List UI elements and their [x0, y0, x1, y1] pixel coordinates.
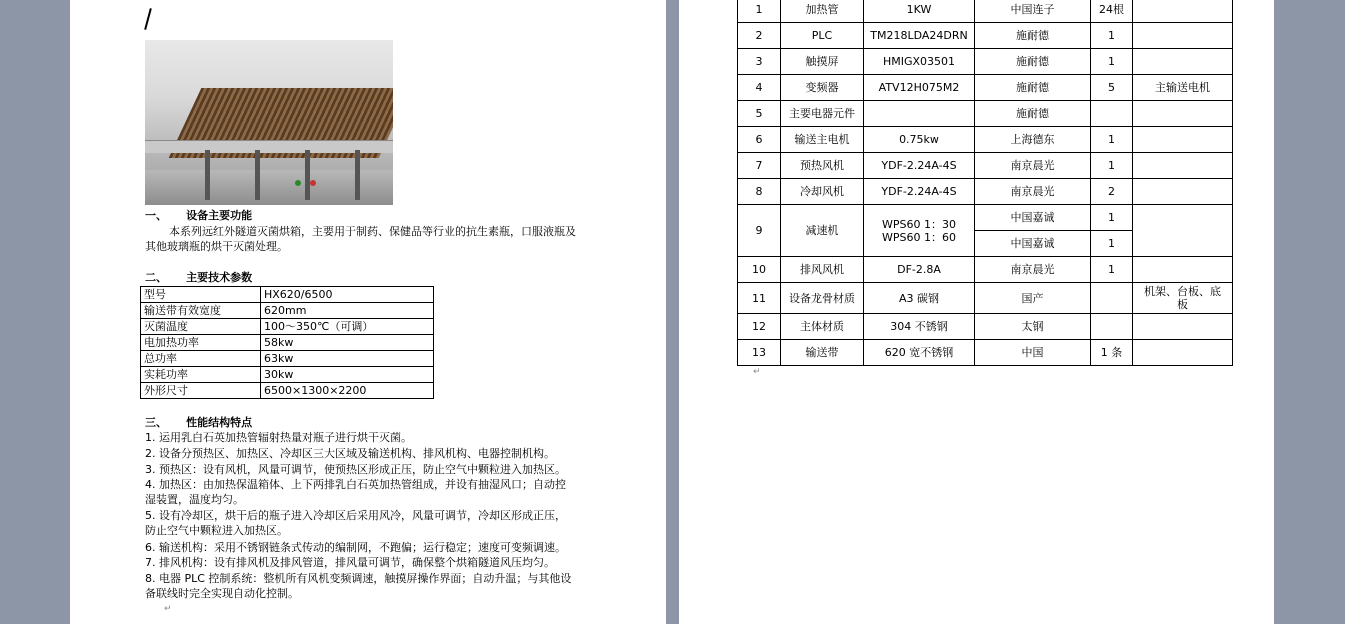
- spec-key: 外形尺寸: [141, 383, 261, 399]
- cell-no: 9: [738, 205, 781, 257]
- cell-no: 3: [738, 49, 781, 75]
- cell-model: YDF-2.24A-4S: [864, 153, 975, 179]
- cell-no: 13: [738, 340, 781, 366]
- spec-value: 30kw: [261, 367, 434, 383]
- cell-model: A3 碳钢: [864, 283, 975, 314]
- cell-no: 2: [738, 23, 781, 49]
- table-row: [738, 75, 1233, 101]
- cell-no: 6: [738, 127, 781, 153]
- cell-model: DF-2.8A: [864, 257, 975, 283]
- table-row: [738, 340, 1233, 366]
- cell-note-line: 板: [1177, 298, 1188, 311]
- section-1-body-line-2: 其他玻璃瓶的烘干灭菌处理。: [145, 240, 288, 253]
- cell-qty: 1: [1091, 49, 1133, 75]
- cell-name: 冷却风机: [781, 179, 864, 205]
- table-row: [141, 335, 434, 351]
- feature-line: 4. 加热区：由加热保温箱体、上下两排乳白石英加热管组成，并设有抽湿风口；自动控: [145, 478, 566, 491]
- table-row: [141, 383, 434, 399]
- cell-name: 主体材质: [781, 314, 864, 340]
- cell-name: 排风风机: [781, 257, 864, 283]
- cell-note: [1133, 101, 1233, 127]
- cell-qty: 1: [1091, 23, 1133, 49]
- paragraph-mark: ↵: [753, 367, 761, 377]
- cell-brand: 南京晨光: [975, 257, 1091, 283]
- feature-line: 7. 排风机构：设有排风机及排风管道，排风量可调节，确保整个烘箱隧道风压均匀。: [145, 556, 555, 569]
- spec-key: 实耗功率: [141, 367, 261, 383]
- table-row: [141, 351, 434, 367]
- table-row: [141, 367, 434, 383]
- cell-brand: 中国嘉诚: [975, 205, 1091, 231]
- cell-qty: 24根: [1091, 0, 1133, 23]
- cell-note: [1133, 153, 1233, 179]
- cell-no: 5: [738, 101, 781, 127]
- cell-model: 620 宽不锈钢: [864, 340, 975, 366]
- cell-model: 0.75kw: [864, 127, 975, 153]
- spec-value: 620mm: [261, 303, 434, 319]
- cell-no: 12: [738, 314, 781, 340]
- cell-qty: 1: [1091, 153, 1133, 179]
- cell-note: [1133, 205, 1233, 257]
- cell-no: 11: [738, 283, 781, 314]
- cell-model: TM218LDA24DRN: [864, 23, 975, 49]
- cell-name: 变频器: [781, 75, 864, 101]
- spec-value: 100～350℃（可调）: [261, 319, 434, 335]
- cell-no: 8: [738, 179, 781, 205]
- cell-no: 4: [738, 75, 781, 101]
- cell-model-line: WPS60 1：60: [882, 230, 956, 244]
- cell-note: [1133, 23, 1233, 49]
- cell-qty: 1: [1091, 127, 1133, 153]
- feature-line: 防止空气中颗粒进入加热区。: [145, 524, 288, 537]
- cell-qty: [1091, 101, 1133, 127]
- section-1-heading: 一、 设备主要功能: [145, 209, 253, 222]
- table-row: [738, 49, 1233, 75]
- spec-key: 型号: [141, 287, 261, 303]
- cell-name: 触摸屏: [781, 49, 864, 75]
- cell-note: [1133, 340, 1233, 366]
- spec-value: 63kw: [261, 351, 434, 367]
- cell-brand: 施耐德: [975, 23, 1091, 49]
- cell-brand: 中国: [975, 340, 1091, 366]
- cell-model: YDF-2.24A-4S: [864, 179, 975, 205]
- cell-qty: [1091, 314, 1133, 340]
- section-1-body-line-1: 本系列远红外隧道灭菌烘箱，主要用于制药、保健品等行业的抗生素瓶，口服液瓶及: [169, 225, 576, 238]
- cell-brand: 中国嘉诚: [975, 231, 1091, 257]
- table-row: [141, 303, 434, 319]
- spec-key: 电加热功率: [141, 335, 261, 351]
- cell-name: 输送带: [781, 340, 864, 366]
- feature-line: 1. 运用乳白石英加热管辐射热量对瓶子进行烘干灭菌。: [145, 431, 412, 444]
- cell-brand: 施耐德: [975, 75, 1091, 101]
- cell-model: 304 不锈钢: [864, 314, 975, 340]
- cell-model-line: WPS60 1：30: [882, 217, 956, 231]
- feature-line: 湿装置，温度均匀。: [145, 493, 244, 506]
- feature-line: 6. 输送机构：采用不锈钢链条式传动的编制网，不跑偏；运行稳定；速度可变频调速。: [145, 541, 566, 554]
- document-page-1: [70, 0, 666, 624]
- cell-brand: 施耐德: [975, 49, 1091, 75]
- spec-value: 6500×1300×2200: [261, 383, 434, 399]
- feature-line: 3. 预热区：设有风机，风量可调节，使预热区形成正压，防止空气中颗粒进入加热区。: [145, 463, 566, 476]
- cell-name: 输送主电机: [781, 127, 864, 153]
- table-row: [738, 23, 1233, 49]
- spec-value: HX620/6500: [261, 287, 434, 303]
- table-row: [141, 287, 434, 303]
- table-row: [738, 205, 1233, 231]
- table-row: [738, 314, 1233, 340]
- cell-note: [1133, 0, 1233, 23]
- cell-model: [864, 205, 975, 257]
- cell-qty: 2: [1091, 179, 1133, 205]
- table-row: [738, 283, 1233, 314]
- cell-model: ATV12H075M2: [864, 75, 975, 101]
- cell-qty: 1 条: [1091, 340, 1133, 366]
- cell-no: 1: [738, 0, 781, 23]
- cell-name: 加热管: [781, 0, 864, 23]
- section-3-heading: 三、 性能结构特点: [145, 416, 253, 429]
- text-cursor: [144, 8, 152, 30]
- table-row: [738, 101, 1233, 127]
- cell-note: [1133, 314, 1233, 340]
- spec-key: 输送带有效宽度: [141, 303, 261, 319]
- feature-line: 2. 设备分预热区、加热区、冷却区三大区域及输送机构、排风机构、电器控制机构。: [145, 447, 555, 460]
- cell-note: [1133, 127, 1233, 153]
- spec-key: 总功率: [141, 351, 261, 367]
- table-row: [738, 257, 1233, 283]
- cell-qty: 1: [1091, 257, 1133, 283]
- cell-name: PLC: [781, 23, 864, 49]
- cell-name: 设备龙骨材质: [781, 283, 864, 314]
- cell-qty: 1: [1091, 205, 1133, 231]
- cell-brand: 国产: [975, 283, 1091, 314]
- spec-table: [140, 286, 434, 399]
- section-2-heading: 二、 主要技术参数: [145, 271, 253, 284]
- cell-model: HMIGX03501: [864, 49, 975, 75]
- product-photo: [145, 40, 393, 205]
- spec-value: 58kw: [261, 335, 434, 351]
- cell-brand: 中国连子: [975, 0, 1091, 23]
- table-row: [141, 319, 434, 335]
- cell-qty: [1091, 283, 1133, 314]
- parts-table: [737, 0, 1233, 366]
- cell-brand: 施耐德: [975, 101, 1091, 127]
- cell-brand: 南京晨光: [975, 179, 1091, 205]
- cell-note-line: 机架、台板、底: [1144, 285, 1221, 298]
- paragraph-mark: ↵: [164, 604, 172, 614]
- cell-note: 主输送电机: [1133, 75, 1233, 101]
- cell-note: [1133, 283, 1233, 314]
- cell-name: 主要电器元件: [781, 101, 864, 127]
- cell-qty: 1: [1091, 231, 1133, 257]
- feature-line: 备联线时完全实现自动化控制。: [145, 587, 299, 600]
- table-row: [738, 127, 1233, 153]
- table-row: [738, 179, 1233, 205]
- feature-line: 5. 设有冷却区，烘干后的瓶子进入冷却区后采用风冷，风量可调节，冷却区形成正压，: [145, 509, 566, 522]
- cell-no: 10: [738, 257, 781, 283]
- spec-key: 灭菌温度: [141, 319, 261, 335]
- cell-name: 预热风机: [781, 153, 864, 179]
- cell-qty: 5: [1091, 75, 1133, 101]
- cell-no: 7: [738, 153, 781, 179]
- cell-brand: 太钢: [975, 314, 1091, 340]
- table-row: [738, 153, 1233, 179]
- feature-line: 8. 电器 PLC 控制系统：整机所有风机变频调速，触摸屏操作界面；自动升温；与其他设: [145, 572, 572, 585]
- cell-note: [1133, 179, 1233, 205]
- cell-name: 减速机: [781, 205, 864, 257]
- cell-brand: 南京晨光: [975, 153, 1091, 179]
- cell-note: [1133, 257, 1233, 283]
- table-row: [738, 0, 1233, 23]
- cell-note: [1133, 49, 1233, 75]
- document-page-2: [679, 0, 1274, 624]
- cell-brand: 上海德东: [975, 127, 1091, 153]
- cell-model: [864, 101, 975, 127]
- cell-model: 1KW: [864, 0, 975, 23]
